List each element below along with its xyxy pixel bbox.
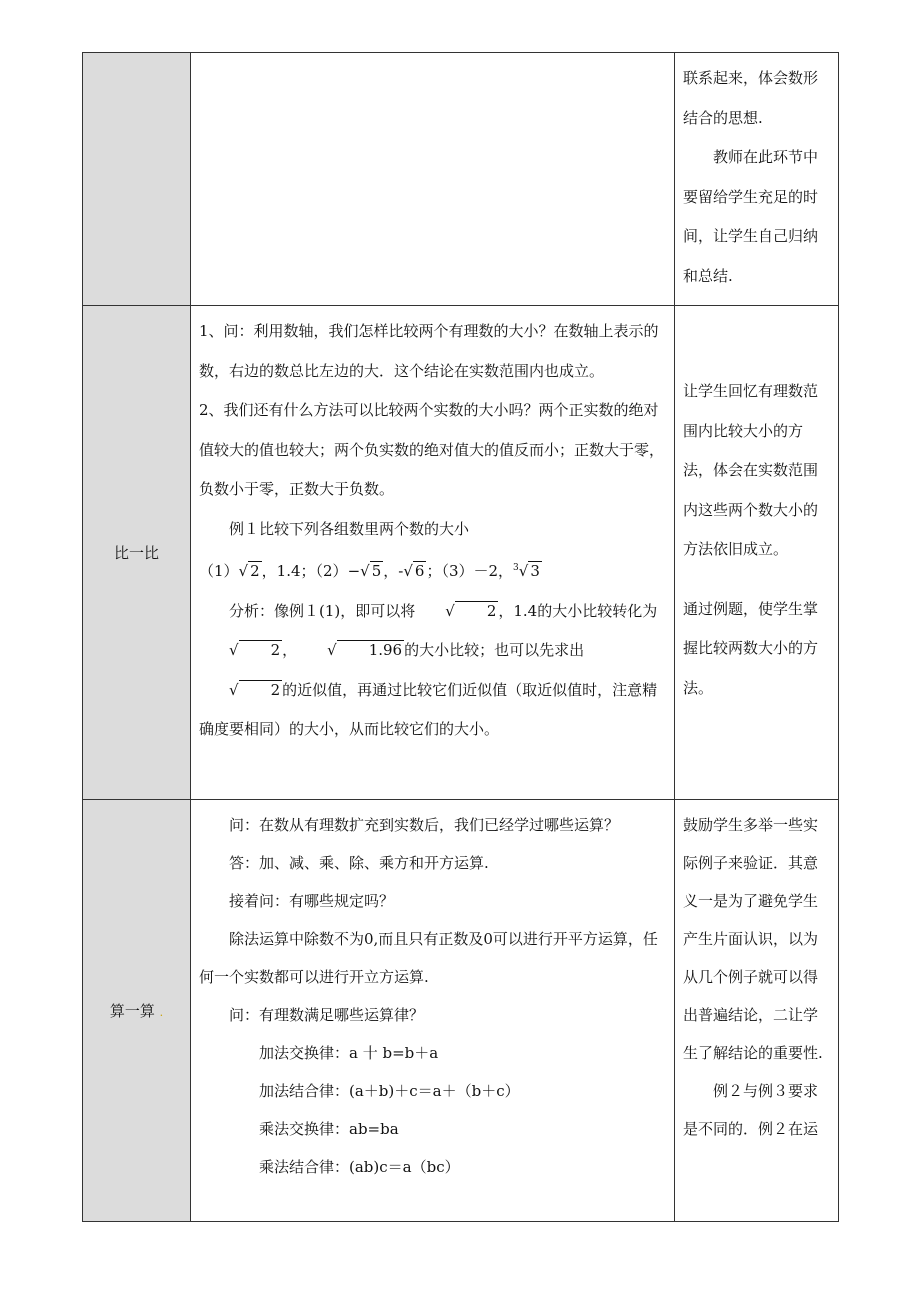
note-text: 教师在此环节中要留给学生充足的时间，让学生自己归纳和总结.	[683, 148, 819, 285]
radicand: 2	[250, 562, 260, 580]
content-cell	[191, 306, 675, 800]
notes-cell	[675, 53, 839, 306]
law-item: 乘法交换律：ab=ba	[259, 1120, 399, 1138]
stage-cell	[83, 53, 191, 306]
law-item: 加法交换律：a 十 b=b＋a	[259, 1044, 439, 1062]
text-span: ，1.4的大小比较转化为	[498, 601, 658, 620]
sqrt-expression: √ 5	[360, 562, 382, 580]
table-row	[83, 53, 839, 306]
radicand: 3	[530, 562, 540, 580]
table-row	[83, 306, 839, 800]
radicand: 5	[371, 562, 382, 580]
example-line: （1）√ 2 ，1.4；（2）−√ 5 ，-√ 6 ；（3）－2，$^3$√ 3	[199, 549, 666, 592]
paragraph: 2、我们还有什么方法可以比较两个实数的大小吗？两个正实数的绝对值较大的值也较大；两个负实数的绝对值大的值反而小；正数大于零，负数小于零，正数大于负数。	[199, 401, 665, 498]
text-span: 的近似值，再通过比较它们近似值（取近似值时，注意精确度要相同）的大小，从而比较它们的大小。	[199, 680, 658, 738]
paragraph: 1、问：利用数轴，我们怎样比较两个有理数的大小？在数轴上表示的数，右边的数总比左边的大．这个结论在实数范围内也成立。	[199, 322, 659, 380]
text-span: ，	[282, 641, 298, 659]
radicand: 2	[239, 640, 283, 659]
paragraph: 接着问：有哪些规定吗？	[229, 892, 395, 910]
sqrt-expression: √ 1.96	[327, 641, 403, 659]
notes-cell	[675, 800, 839, 1222]
stage-label: 算一算	[109, 1002, 155, 1020]
notes-cell	[675, 306, 839, 800]
law-item: 加法结合律：(a＋b)＋c＝a＋（b＋c）	[259, 1082, 520, 1100]
paragraph: 除法运算中除数不为0,而且只有正数及0可以进行开平方运算，任何一个实数都可以进行开立方运算.	[199, 930, 658, 986]
sqrt-expression: √ 2	[229, 680, 281, 699]
spacer	[683, 570, 832, 590]
law-item: 乘法结合律：(ab)c＝a（bc）	[259, 1158, 460, 1176]
sqrt-expression: √ 2	[238, 562, 260, 580]
text-span: （1）	[199, 562, 239, 580]
radicand: 6	[414, 562, 425, 580]
radicand: 1.96	[337, 640, 404, 659]
note-text: 鼓励学生多举一些实际例子来验证．其意义一是为了避免学生产生片面认识，以为从几个例子就可以得出普遍结论，二让学生了解结论的重要性.	[683, 816, 823, 1062]
radicand: 2	[239, 680, 283, 699]
text-span: ；（3）－2，	[426, 562, 514, 580]
table-row	[83, 800, 839, 1222]
content-cell	[191, 800, 675, 1222]
root-index: 3	[513, 563, 519, 573]
text-span: 分析：像例１(1)，即可以将	[229, 601, 416, 620]
note-text: 例２与例３要求是不同的．例２在运	[683, 1082, 819, 1138]
stage-cell	[83, 306, 191, 800]
radicand: 2	[455, 601, 499, 620]
analysis-paragraph	[199, 592, 666, 750]
note-text: 通过例题，使学生掌握比较两数大小的方法。	[683, 599, 819, 697]
text-span: ，1.4；（2）	[261, 562, 348, 580]
note-text: 联系起来，体会数形结合的思想.	[683, 69, 819, 127]
stage-cell	[83, 800, 191, 1222]
sqrt-expression: √ 2	[445, 601, 497, 620]
cbrt-expression: √ 3	[518, 562, 540, 580]
stage-label: 比一比	[113, 544, 159, 562]
sqrt-expression: √ 6	[403, 562, 425, 580]
text-span: ，-	[383, 562, 404, 580]
lesson-table	[82, 52, 839, 1222]
content-cell	[191, 53, 675, 306]
text-span: 的大小比较；也可以先求出	[404, 641, 585, 659]
example-title: 例１比较下列各组数里两个数的大小	[229, 519, 470, 538]
paragraph: 问：在数从有理数扩充到实数后，我们已经学过哪些运算？	[229, 816, 620, 834]
paragraph: 问：有理数满足哪些运算律？	[229, 1006, 425, 1024]
sqrt-expression: √ 2	[229, 641, 281, 659]
dot-mark: .	[159, 1006, 164, 1019]
paragraph: 答：加、减、乘、除、乘方和开方运算.	[229, 854, 489, 872]
note-text: 让学生回忆有理数范围内比较大小的方法，体会在实数范围内这些两个数大小的方法依旧成立。	[683, 382, 819, 558]
